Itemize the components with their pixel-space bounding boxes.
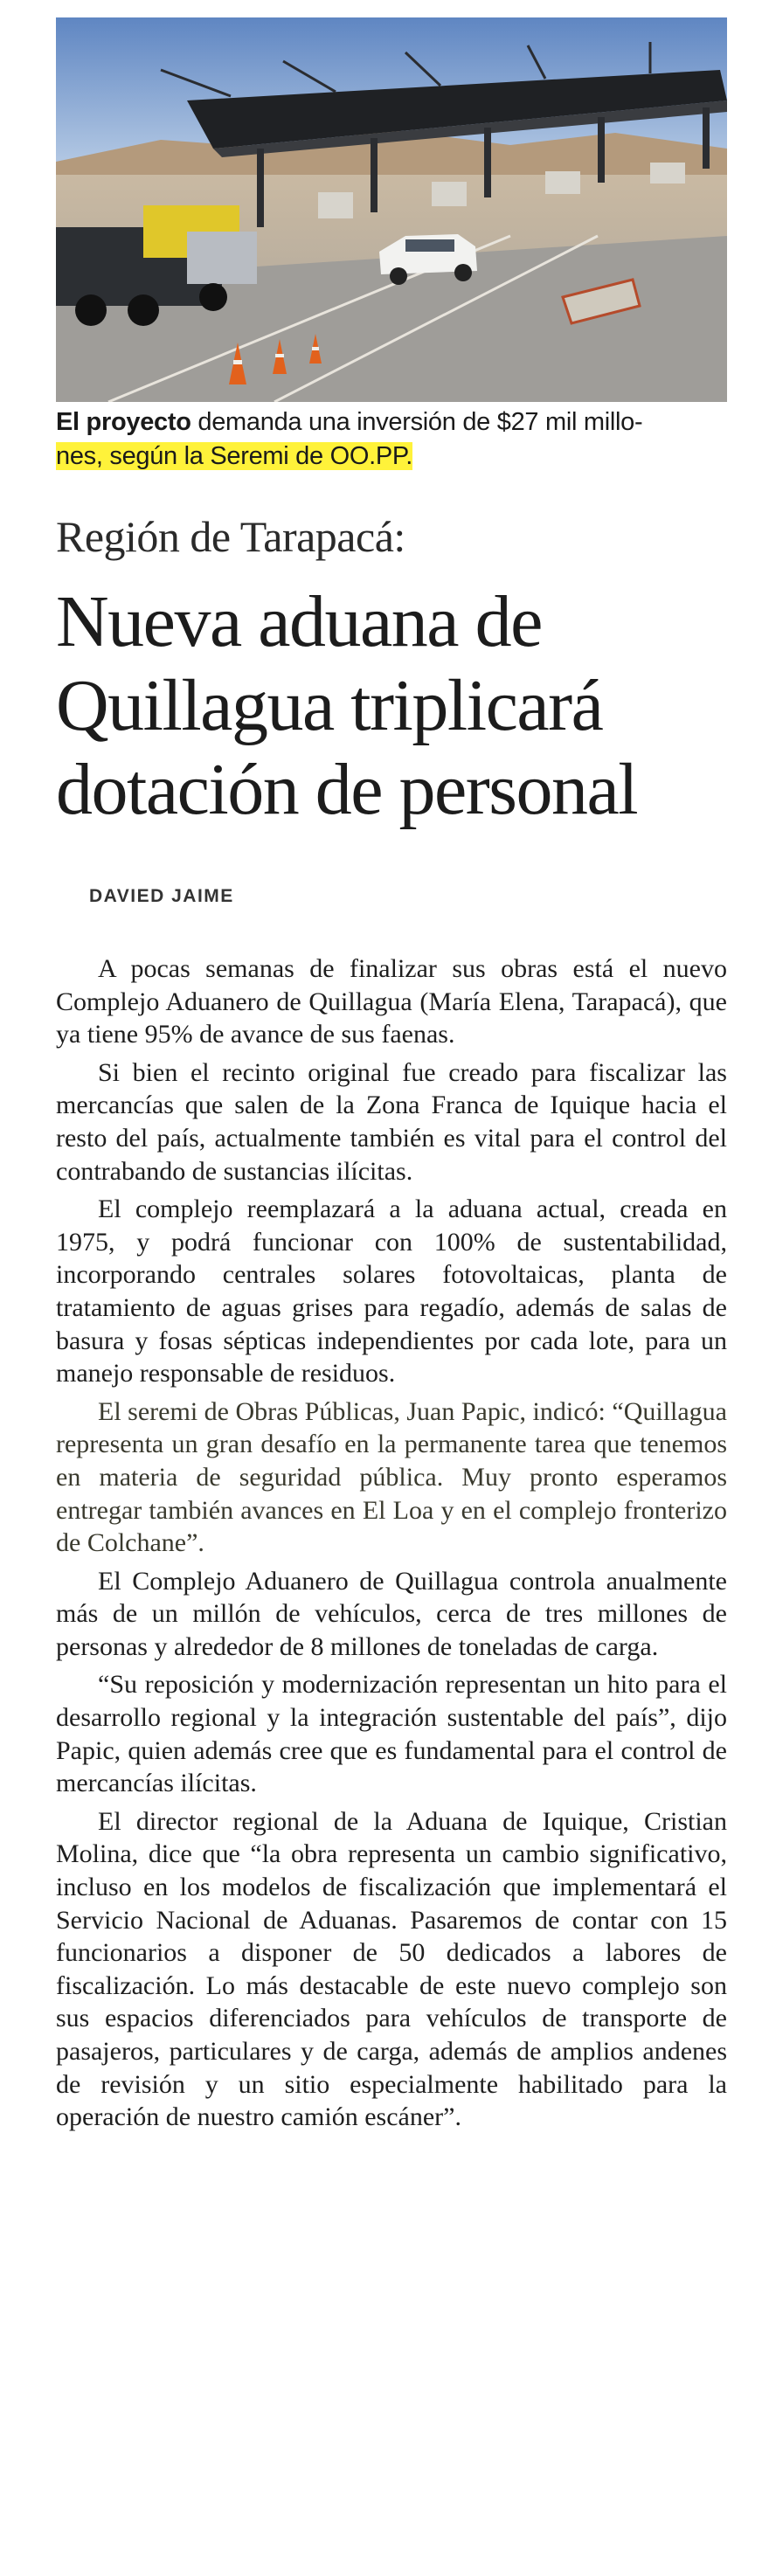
photo-caption	[56, 405, 727, 474]
kicker: Región de Tarapacá:	[56, 512, 405, 561]
caption-text-line2: nes, según la Seremi de OO.PP.	[56, 442, 412, 470]
headline-line3: dotación de personal	[56, 749, 638, 830]
article-body	[56, 952, 727, 2139]
caption-lead: El proyecto	[56, 408, 191, 436]
byline: DAVIED JAIME	[89, 886, 234, 906]
paragraph: El complejo reemplazará a la aduana actual, creada en 1975, y podrá funcionar con 100% de sustentabilidad, incorporando centrales solares fotovoltaicas, planta de tratamiento de aguas grises para regadío, además de salas de basura y fosas sépticas independientes por cada lote, para un manejo responsable de residuos.	[56, 1195, 727, 1388]
article-photo	[56, 17, 727, 402]
customs-complex-photo	[56, 17, 727, 402]
headline-line1: Nueva aduana de	[56, 581, 542, 662]
paragraph: El seremi de Obras Públicas, Juan Papic, indicó: “Quillagua representa un gran desafío en la permanente tarea que tenemos en materia de seguridad pública. Muy pronto esperamos entregar también avances en El Loa y en el complejo fronterizo de Colchane”.	[56, 1396, 727, 1558]
paragraph: A pocas semanas de finalizar sus obras está el nuevo Complejo Aduanero de Quillagua (María Elena, Tarapacá), que ya tiene 95% de avance de sus faenas.	[56, 954, 727, 1049]
headline-line2: Quillagua triplicará	[56, 665, 603, 746]
paragraph: “Su reposición y modernización representan un hito para el desarrollo regional y la integración sustentable del país”, dijo Papic, quien además cree que es fundamental para el control de mercancías ilícitas.	[56, 1670, 727, 1798]
headline	[56, 580, 746, 832]
paragraph: Si bien el recinto original fue creado para fiscalizar las mercancías que salen de la Zona Franca de Iquique hacia el resto del país, actualmente también es vital para el control del contrabando de sustancias ilícitas.	[56, 1057, 727, 1186]
paragraph: El Complejo Aduanero de Quillagua controla anualmente más de un millón de vehículos, cerca de tres millones de personas y alrededor de 8 millones de toneladas de carga.	[56, 1566, 727, 1661]
caption-text-line1: demanda una inversión de $27 mil millo-	[190, 408, 643, 436]
paragraph: El director regional de la Aduana de Iquique, Cristian Molina, dice que “la obra representa un cambio significativo, incluso en los modelos de fiscalización que implementará el Servicio Nacional de Aduanas. Pasaremos de contar con 15 funcionarios a disponer de 50 dedicados a labores de fiscalización. Lo más destacable de este nuevo complejo son sus espacios diferenciados para vehículos de transporte de pasajeros, particulares y de carga, además de amplios andenes de revisión y un sitio especialmente habilitado para la operación de nuestro camión escáner”.	[56, 1806, 727, 2132]
